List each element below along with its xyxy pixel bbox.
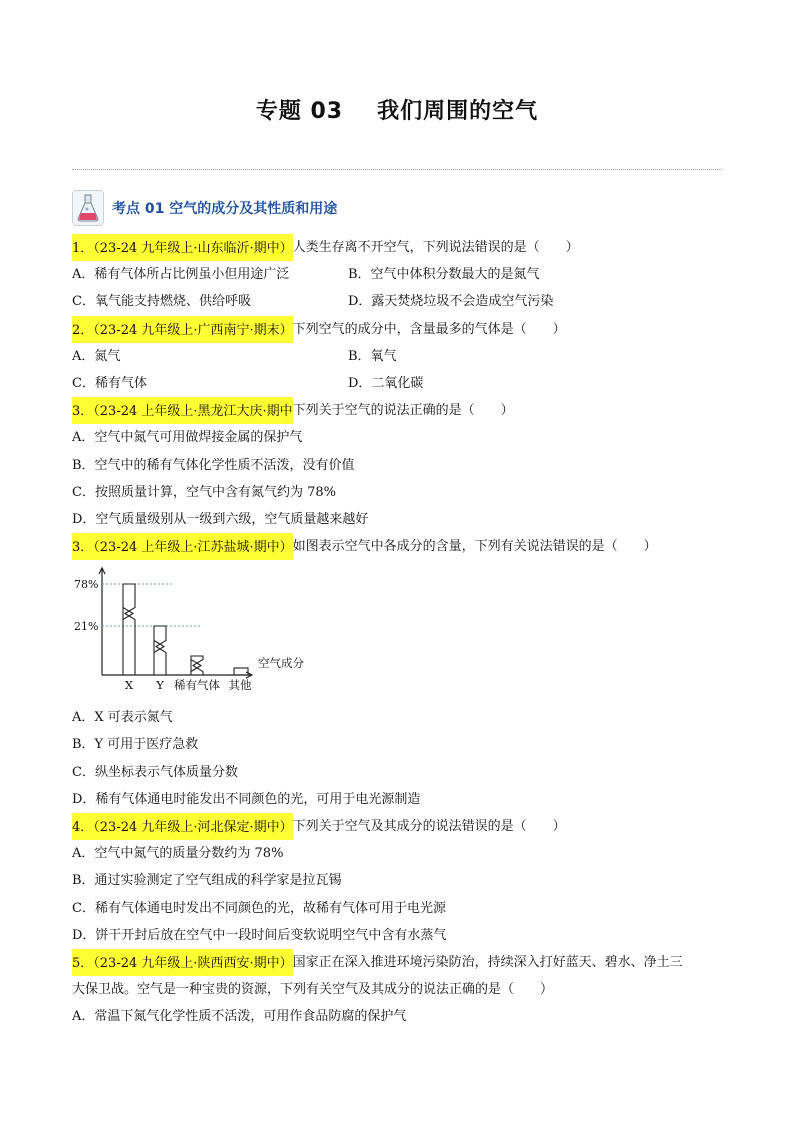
option-row	[72, 370, 732, 397]
title-prefix: 专题 03	[255, 99, 344, 124]
page-title	[0, 94, 794, 125]
question-stem: 国家正在深入推进环境污染防治，持续深入打好蓝天、碧水、净土三	[292, 954, 683, 970]
option-b: B．通过实验测定了空气组成的科学家是拉瓦锡	[72, 873, 342, 889]
option-b: B．空气中体积分数最大的是氮气	[348, 267, 540, 283]
option-c: C．稀有气体通电时发出不同颜色的光，故稀有气体可用于电光源	[72, 900, 446, 916]
option-row	[72, 288, 732, 315]
question-stem: 下列关于空气的说法正确的是（ ）	[292, 403, 514, 419]
question-source-tag: 5．（23-24 九年级上·陕西西安·期中）	[72, 949, 293, 976]
question-stem-continued: 大保卫战。空气是一种宝贵的资源，下列有关空气及其成分的说法正确的是（ ）	[72, 982, 554, 998]
option-a: A．稀有气体所占比例虽小但用途广泛	[72, 267, 290, 283]
x-tick-label: X	[124, 678, 134, 693]
option-a: A．X 可表示氮气	[72, 710, 173, 726]
chart-svg	[72, 560, 332, 700]
option-row	[72, 343, 732, 370]
question-source-tag: 3．（23-24 上年级上·黑龙江大庆·期中	[72, 397, 293, 424]
question-3b	[72, 533, 732, 560]
option-c: C．稀有气体	[72, 375, 147, 391]
option-a: A．空气中氮气可用做焊接金属的保护气	[72, 430, 303, 446]
bar	[123, 584, 135, 675]
question-source-tag: 2．（23-24 九年级上·广西南宁·期末）	[72, 316, 293, 343]
question-1	[72, 234, 732, 261]
question-stem: 人类生存离不开空气，下列说法错误的是（ ）	[292, 240, 579, 255]
y-tick-label: 21%	[74, 620, 99, 634]
question-source-tag: 3．（23-24 上年级上·江苏盐城·期中）	[72, 533, 293, 560]
question-4	[72, 813, 732, 840]
question-list	[72, 234, 732, 1031]
question-stem: 下列空气的成分中，含量最多的气体是（ ）	[292, 321, 566, 337]
x-axis-label: 空气成分	[258, 656, 304, 671]
option-d: D．二氧化碳	[348, 375, 424, 391]
option-d: D．饼干开封后放在空气中一段时间后变软说明空气中含有水蒸气	[72, 927, 447, 943]
title-divider	[72, 169, 722, 170]
x-tick-label: Y	[156, 678, 164, 693]
option-c: C．氧气能支持燃烧、供给呼吸	[72, 294, 251, 310]
question-5	[72, 949, 732, 976]
question-stem: 下列关于空气及其成分的说法错误的是（ ）	[292, 819, 566, 834]
option-b: B．氧气	[348, 348, 397, 364]
option-d: D．空气质量级别从一级到六级，空气质量越来越好	[72, 511, 369, 527]
section-title: 考点 01 空气的成分及其性质和用途	[112, 201, 338, 217]
bar	[234, 668, 248, 675]
x-tick-label: 其他	[228, 678, 252, 693]
flask-icon	[72, 190, 104, 226]
option-d: D．露天焚烧垃圾不会造成空气污染	[348, 294, 554, 310]
option-a: A．氮气	[72, 348, 121, 364]
title-main: 我们周围的空气	[377, 99, 539, 124]
section-header	[72, 190, 337, 226]
option-a: A．常温下氮气化学性质不活泼，可用作食品防腐的保护气	[72, 1009, 407, 1025]
question-source-tag: 1．（23-24 九年级上·山东临沂·期中）	[72, 234, 293, 261]
air-composition-chart	[72, 560, 732, 704]
option-c: C．纵坐标表示气体质量分数	[72, 764, 238, 780]
question-stem: 如图表示空气中各成分的含量，下列有关说法错误的是（ ）	[292, 539, 657, 555]
option-c: C．按照质量计算，空气中含有氮气约为 78%	[72, 484, 336, 500]
option-b: B．空气中的稀有气体化学性质不活泼，没有价值	[72, 457, 355, 473]
bar	[154, 626, 166, 675]
x-tick-label: 稀有气体	[174, 678, 220, 693]
question-2	[72, 316, 732, 343]
option-a: A．空气中氮气的质量分数约为 78%	[72, 846, 284, 862]
question-source-tag: 4．（23-24 九年级上·河北保定·期中）	[72, 813, 293, 840]
option-row	[72, 261, 732, 288]
question-3	[72, 397, 732, 424]
option-b: B．Y 可用于医疗急救	[72, 737, 199, 753]
y-tick-label: 78%	[74, 578, 99, 592]
option-d: D．稀有气体通电时能发出不同颜色的光，可用于电光源制造	[72, 791, 421, 807]
